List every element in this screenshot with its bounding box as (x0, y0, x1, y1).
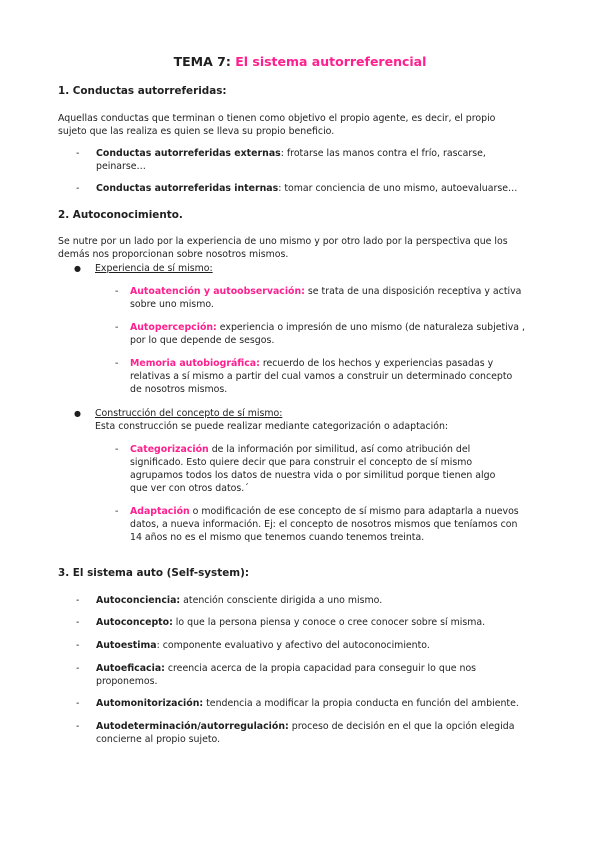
bullet-icon: ● (74, 409, 81, 418)
definition: : frotarse las manos contra el frío, rascarse, (280, 148, 486, 159)
term: Autopercepción: (130, 322, 217, 333)
list-item (96, 147, 536, 160)
term: Conductas autorreferidas internas (96, 183, 279, 194)
title-main: El sistema autorreferencial (235, 54, 427, 69)
definition: o modificación de ese concepto de sí mismo para adaptarla a nuevos (189, 506, 519, 517)
list-item (96, 182, 536, 195)
section-2-intro-line-1: Se nutre por un lado por la experiencia de uno mismo y por otro lado por la perspectiva que los (58, 236, 508, 247)
dash-marker: - (76, 183, 80, 194)
dash-marker: - (76, 595, 80, 606)
term: Automonitorización: (96, 698, 204, 709)
term: Autoestima (96, 640, 157, 651)
term: Adaptación (130, 506, 190, 517)
list-item-cont: 14 años no es el mismo que tenemos cuando tenemos treinta. (130, 532, 425, 543)
list-item (130, 443, 535, 456)
list-item (130, 285, 535, 298)
list-item-cont: por lo que depende de sesgos. (130, 335, 275, 346)
list-item (130, 321, 535, 334)
definition: creencia acerca de la propia capacidad para conseguir lo que nos (164, 663, 477, 674)
section-1-heading: 1. Conductas autorreferidas: (58, 85, 227, 97)
list-item-cont: proponemos. (96, 676, 158, 687)
bullet-icon: ● (74, 264, 81, 273)
term: Autoconciencia: (96, 595, 181, 606)
definition: atención consciente dirigida a uno mismo. (180, 595, 383, 606)
list-item (96, 697, 536, 710)
list-item-cont: de nosotros mismos. (130, 384, 228, 395)
list-item-cont: significado. Esto quiere decir que para construir el concepto de sí mismo (130, 457, 473, 468)
list-item-cont: peinarse… (96, 161, 146, 172)
bullet-construccion-line: Esta construcción se puede realizar mediante categorización o adaptación: (95, 421, 449, 432)
list-item-cont: datos, a nueva información. Ej: el concepto de nosotros mismos que teníamos con (130, 519, 518, 530)
list-item (130, 357, 535, 370)
list-item-cont: sobre uno mismo. (130, 299, 214, 310)
dash-marker: - (115, 506, 119, 517)
term: Autoatención y autoobservación: (130, 286, 305, 297)
definition: : componente evaluativo y afectivo del autoconocimiento. (156, 640, 430, 651)
list-item-cont: concierne al propio sujeto. (96, 734, 221, 745)
section-1-intro-line-2: sujeto que las realiza es quien se lleva su propio beneficio. (58, 126, 335, 137)
definition: experiencia o impresión de uno mismo (de naturaleza subjetiva , (216, 322, 526, 333)
dash-marker: - (115, 358, 119, 369)
term: Autoconcepto: (96, 617, 173, 628)
definition: tendencia a modificar la propia conducta en función del ambiente. (203, 698, 519, 709)
definition: se trata de una disposición receptiva y activa (304, 286, 522, 297)
term: Conductas autorreferidas externas (96, 148, 281, 159)
list-item (96, 720, 536, 733)
list-item (96, 616, 536, 629)
term: Autoeficacia: (96, 663, 165, 674)
section-2-intro-line-2: demás nos proporcionan sobre nosotros mismos. (58, 249, 289, 260)
dash-marker: - (76, 721, 80, 732)
dash-marker: - (76, 663, 80, 674)
dash-marker: - (76, 617, 80, 628)
page-title (0, 54, 600, 70)
title-prefix: TEMA 7: (173, 54, 236, 69)
bullet-experiencia: Experiencia de sí mismo: (95, 263, 213, 274)
list-item-cont: que ver con otros datos.´ (130, 483, 249, 494)
dash-marker: - (76, 698, 80, 709)
bullet-construccion: Construcción del concepto de sí mismo: (95, 408, 283, 419)
dash-marker: - (115, 444, 119, 455)
section-3-heading: 3. El sistema auto (Self-system): (58, 567, 249, 579)
section-1-intro-line-1: Aquellas conductas que terminan o tienen como objetivo el propio agente, es decir, el propio (58, 113, 496, 124)
list-item (130, 505, 535, 518)
list-item-cont: relativas a sí mismo a partir del cual vamos a construir un determinado concepto (130, 371, 513, 382)
list-item (96, 639, 536, 652)
list-item (96, 662, 536, 675)
dash-marker: - (115, 322, 119, 333)
definition: de la información por similitud, así como atribución del (208, 444, 471, 455)
definition: : tomar conciencia de uno mismo, autoevaluarse… (278, 183, 518, 194)
list-item (96, 594, 536, 607)
section-2-heading: 2. Autoconocimiento. (58, 209, 183, 221)
definition: lo que la persona piensa y conoce o cree conocer sobre sí misma. (172, 617, 486, 628)
term: Memoria autobiográfica: (130, 358, 260, 369)
list-item-cont: agrupamos todos los datos de nuestra vida o por similitud porque tienen algo (130, 470, 496, 481)
definition: proceso de decisión en el que la opción elegida (288, 721, 515, 732)
term: Categorización (130, 444, 209, 455)
definition: recuerdo de los hechos y experiencias pasadas y (259, 358, 494, 369)
dash-marker: - (115, 286, 119, 297)
dash-marker: - (76, 148, 80, 159)
dash-marker: - (76, 640, 80, 651)
term: Autodeterminación/autorregulación: (96, 721, 289, 732)
